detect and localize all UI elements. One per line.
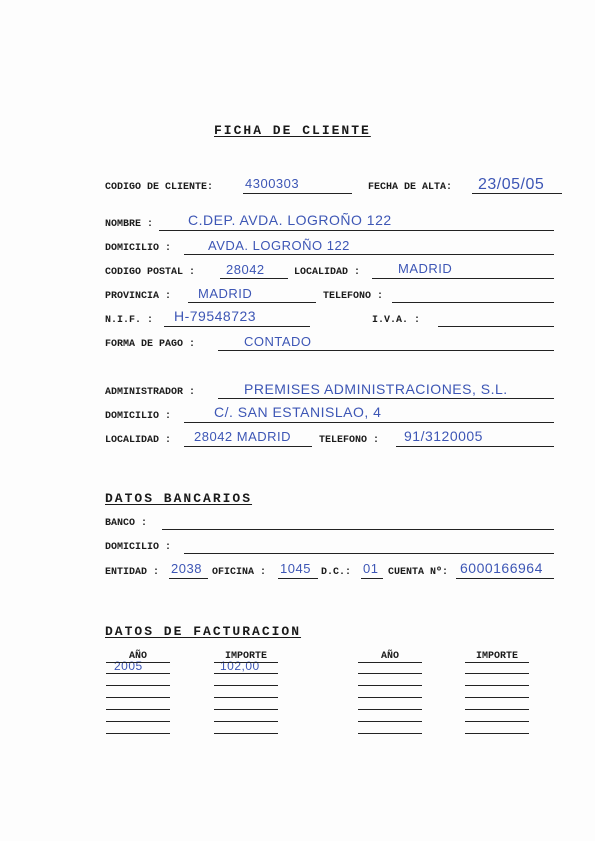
forma-pago-line	[218, 350, 554, 351]
codigo-cliente-label: CODIGO DE CLIENTE:	[105, 182, 214, 193]
admin-telefono-line	[396, 446, 554, 447]
fact-line	[214, 685, 278, 686]
localidad-value[interactable]: MADRID	[398, 261, 453, 276]
provincia-line	[188, 302, 316, 303]
col-ano-2: AÑO	[380, 651, 399, 662]
fecha-alta-label: FECHA DE ALTA:	[368, 182, 453, 193]
telefono-label: TELEFONO :	[323, 291, 384, 302]
fact-line	[358, 709, 422, 710]
fact-line	[465, 673, 529, 674]
fact-line	[358, 685, 422, 686]
codigo-cliente-value[interactable]: 4300303	[245, 176, 300, 191]
fact-line	[106, 673, 170, 674]
banco-label: BANCO :	[105, 518, 148, 529]
domicilio-value[interactable]: AVDA. LOGROÑO 122	[208, 238, 350, 253]
domicilio-line	[184, 254, 554, 255]
fact-line	[214, 733, 278, 734]
fact-ano-row1[interactable]: 2005	[114, 659, 143, 673]
nombre-label: NOMBRE :	[105, 219, 154, 230]
fecha-alta-value[interactable]: 23/05/05	[478, 176, 545, 193]
oficina-line	[278, 578, 318, 579]
nif-line	[164, 326, 310, 327]
fact-line	[358, 733, 422, 734]
admin-telefono-value[interactable]: 91/3120005	[404, 428, 483, 444]
fact-line	[214, 721, 278, 722]
fact-line	[465, 685, 529, 686]
admin-localidad-value[interactable]: 28042 MADRID	[194, 429, 292, 444]
cuenta-value[interactable]: 6000166964	[460, 560, 543, 576]
fact-line	[106, 709, 170, 710]
oficina-label: OFICINA :	[212, 567, 267, 578]
fact-importe-row1[interactable]: 102,00	[220, 659, 260, 673]
entidad-line	[169, 578, 208, 579]
admin-localidad-label: LOCALIDAD :	[105, 435, 172, 446]
administrador-line	[218, 398, 554, 399]
administrador-label: ADMINISTRADOR :	[105, 387, 196, 398]
codigo-postal-line	[220, 278, 288, 279]
fact-line	[358, 673, 422, 674]
fact-line	[106, 733, 170, 734]
fact-line	[106, 662, 170, 663]
col-importe-1: IMPORTE	[224, 651, 267, 662]
fact-line	[465, 733, 529, 734]
iva-line	[438, 326, 554, 327]
fact-line	[465, 721, 529, 722]
admin-domicilio-value[interactable]: C/. SAN ESTANISLAO, 4	[214, 404, 382, 420]
col-ano-1: AÑO	[128, 651, 147, 662]
fact-line	[214, 697, 278, 698]
dc-line	[361, 578, 383, 579]
admin-domicilio-label: DOMICILIO :	[105, 411, 172, 422]
fact-line	[106, 721, 170, 722]
provincia-label: PROVINCIA :	[105, 291, 172, 302]
forma-pago-label: FORMA DE PAGO :	[105, 339, 196, 350]
datos-facturacion-heading: DATOS DE FACTURACION	[105, 624, 302, 639]
banco-line	[162, 529, 554, 530]
nombre-value[interactable]: C.DEP. AVDA. LOGROÑO 122	[188, 212, 392, 228]
admin-domicilio-line	[184, 422, 554, 423]
nombre-line	[159, 230, 554, 231]
fact-line	[465, 709, 529, 710]
fact-line	[358, 721, 422, 722]
codigo-cliente-line	[243, 193, 352, 194]
localidad-line	[372, 278, 554, 279]
fact-line	[106, 685, 170, 686]
iva-label: I.V.A. :	[372, 315, 421, 326]
fact-line	[358, 662, 422, 663]
entidad-value[interactable]: 2038	[171, 561, 202, 576]
banco-domicilio-label: DOMICILIO :	[105, 542, 172, 553]
banco-domicilio-line	[184, 553, 554, 554]
codigo-postal-value[interactable]: 28042	[226, 262, 265, 277]
document-title: FICHA DE CLIENTE	[214, 123, 371, 138]
forma-pago-value[interactable]: CONTADO	[244, 334, 312, 349]
nif-value[interactable]: H-79548723	[174, 308, 257, 324]
fact-line	[106, 697, 170, 698]
fact-line	[214, 662, 278, 663]
fact-line	[214, 673, 278, 674]
codigo-postal-label: CODIGO POSTAL :	[105, 267, 196, 278]
domicilio-label: DOMICILIO :	[105, 243, 172, 254]
admin-localidad-line	[184, 446, 312, 447]
cuenta-line	[456, 578, 554, 579]
provincia-value[interactable]: MADRID	[198, 286, 253, 301]
fact-line	[358, 697, 422, 698]
fact-line	[465, 662, 529, 663]
fact-line	[465, 697, 529, 698]
dc-label: D.C.:	[321, 567, 352, 578]
nif-label: N.I.F. :	[105, 315, 154, 326]
fact-line	[214, 709, 278, 710]
cuenta-label: CUENTA Nº:	[388, 567, 449, 578]
admin-telefono-label: TELEFONO :	[319, 435, 380, 446]
telefono-line	[392, 302, 554, 303]
administrador-value[interactable]: PREMISES ADMINISTRACIONES, S.L.	[244, 381, 508, 397]
col-importe-2: IMPORTE	[475, 651, 518, 662]
dc-value[interactable]: 01	[363, 561, 379, 576]
localidad-label: LOCALIDAD :	[294, 267, 361, 278]
entidad-label: ENTIDAD :	[105, 567, 160, 578]
datos-bancarios-heading: DATOS BANCARIOS	[105, 491, 253, 506]
oficina-value[interactable]: 1045	[280, 561, 311, 576]
